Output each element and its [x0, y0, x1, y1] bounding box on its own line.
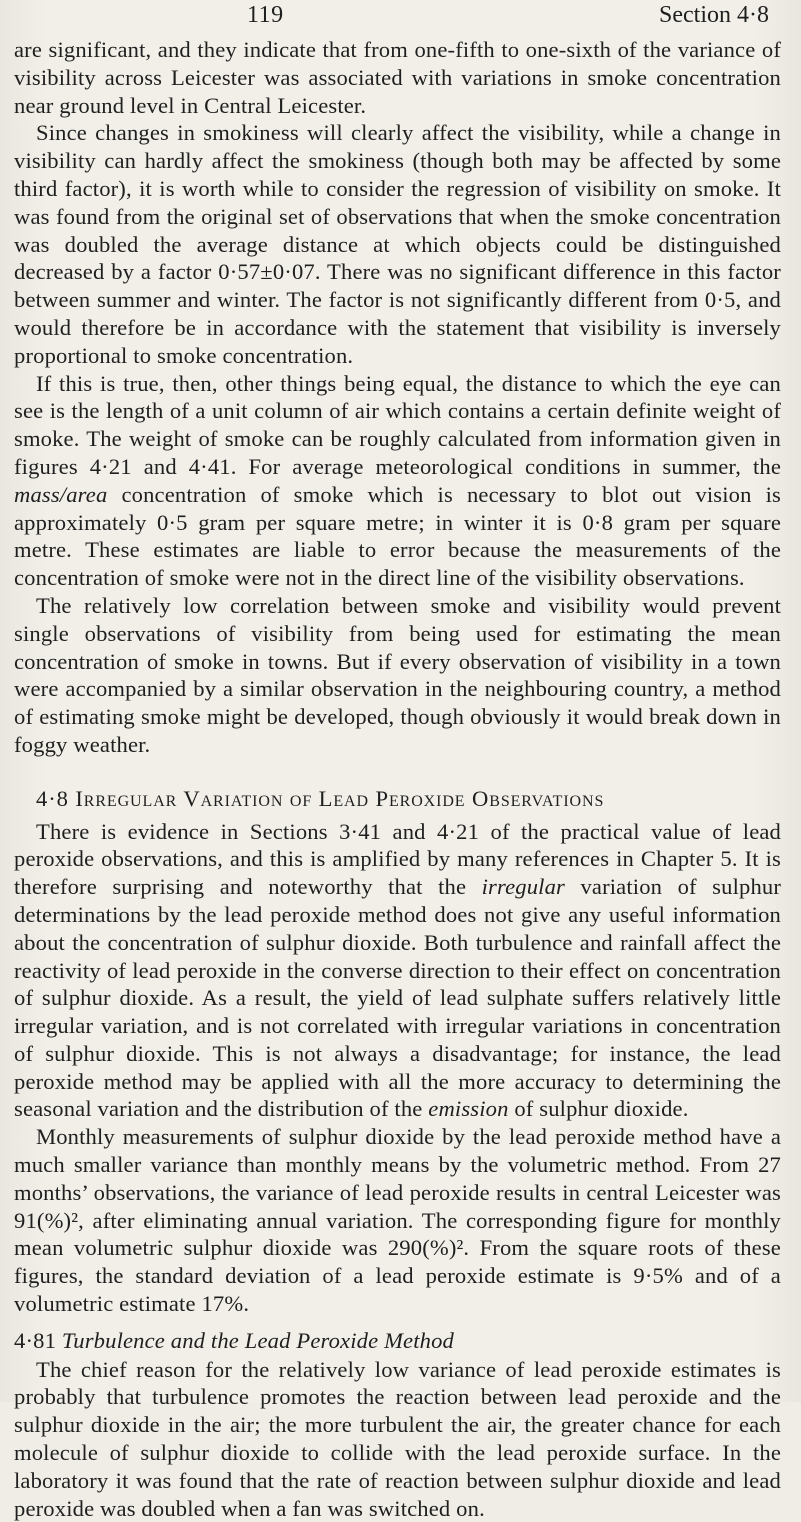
- emphasis-mass-area: mass/area: [14, 481, 108, 507]
- paragraph-correlation: The relatively low correlation between smoke and visibility would prevent single observations of visibility from being used for estimating the mean concentration of smoke in towns. But if every observation of visibility in a town were accompanied by a similar observation in the neighbouring country, a method of estimating smoke might be developed, though obviously it would break down in foggy weather.: [14, 592, 781, 757]
- text-run: of sulphur dioxide.: [508, 1096, 689, 1122]
- subsection-heading: [14, 1327, 781, 1355]
- running-head: Section 4·8: [659, 2, 769, 28]
- page-number: 119: [247, 2, 284, 28]
- paragraph-turbulence: The chief reason for the relatively low variance of lead peroxide estimates is probably that turbulence promotes the reaction between lead peroxide and the sulphur dioxide in the air; the more turbulent the air, the greater chance for each molecule of sulphur dioxide to collide with the lead peroxide surface. In the laboratory it was found that the rate of reaction between sulphur dioxide and lead peroxide was doubled when a fan was switched on.: [14, 1356, 781, 1521]
- subsection-number: 4·81: [14, 1327, 57, 1353]
- text-run: If this is true, then, other things being equal, the distance to which the eye can see is the length of a unit column of air which contains a certain definite weight of smoke. The weight of smoke can be roughly calculated from information given in figures 4·21 and 4·41. For average meteorological conditions in summer, the: [14, 370, 781, 479]
- emphasis-irregular: irregular: [481, 874, 565, 900]
- paragraph-smoke-regression: Since changes in smokiness will clearly affect the visibility, while a change in visibility can hardly affect the smokiness (though both may be affected by some third factor), it is worth while to consider the regression of visibility on smoke. It was found from the original set of observations that when the smoke concentration was doubled the average distance at which objects could be distinguished decreased by a factor 0·57±0·07. There was no significant difference in this factor between summer and winter. The factor is not significantly different from 0·5, and would therefore be in accordance with the statement that visibility is inversely proportional to smoke concentration.: [14, 120, 781, 368]
- emphasis-emission: emission: [428, 1096, 509, 1122]
- paragraph-lead-peroxide-evidence: [14, 818, 781, 1124]
- paragraph-continuation: are significant, and they indicate that from one-fifth to one-sixth of the variance of visibility across Leicester was associated with variations in smoke concentration near ground level in Central Leicester.: [14, 37, 781, 118]
- paragraph-smoke-weight: [14, 370, 781, 592]
- text-run: There is evidence in Sections 3·41 and 4·21 of the practical value of lead peroxide observations, and this is amplified by many references in Chapter 5. It is therefore surprising and noteworthy that the: [14, 818, 781, 900]
- page-header: [14, 0, 781, 36]
- section-heading: 4·8 Irregular Variation of Lead Peroxide Observations: [36, 785, 605, 811]
- body-text: [14, 36, 781, 1522]
- text-run: variation of sulphur determinations by the lead peroxide method does not give any useful information about the concentration of sulphur dioxide. Both turbulence and rainfall affect the reactivity of lead peroxide in the converse direction to their effect on concentration of sulphur dioxide. As a result, the yield of lead sulphate suffers relatively little irregular variation, and is not correlated with irregular variations in concentration of sulphur dioxide. This is not always a disadvantage; for instance, the lead peroxide method may be applied with all the more accuracy to determining the seasonal variation and the distribution of the: [14, 874, 782, 1122]
- paragraph-monthly-measurements: Monthly measurements of sulphur dioxide by the lead peroxide method have a much smaller variance than monthly means by the volumetric method. From 27 months’ observations, the variance of lead peroxide results in central Leicester was 91(%)², after eliminating annual variation. The corresponding figure for monthly mean volumetric sulphur dioxide was 290(%)². From the square roots of these figures, the standard deviation of a lead peroxide estimate is 9·5% and of a volumetric estimate 17%.: [14, 1124, 781, 1317]
- subsection-title: Turbulence and the Lead Peroxide Method: [61, 1327, 454, 1353]
- text-run: concentration of smoke which is necessary to blot out vision is approximately 0·5 gram per square metre; in winter it is 0·8 gram per square metre. These estimates are liable to error because the measurements of the concentration of smoke were not in the direct line of the visibility observations.: [14, 481, 781, 591]
